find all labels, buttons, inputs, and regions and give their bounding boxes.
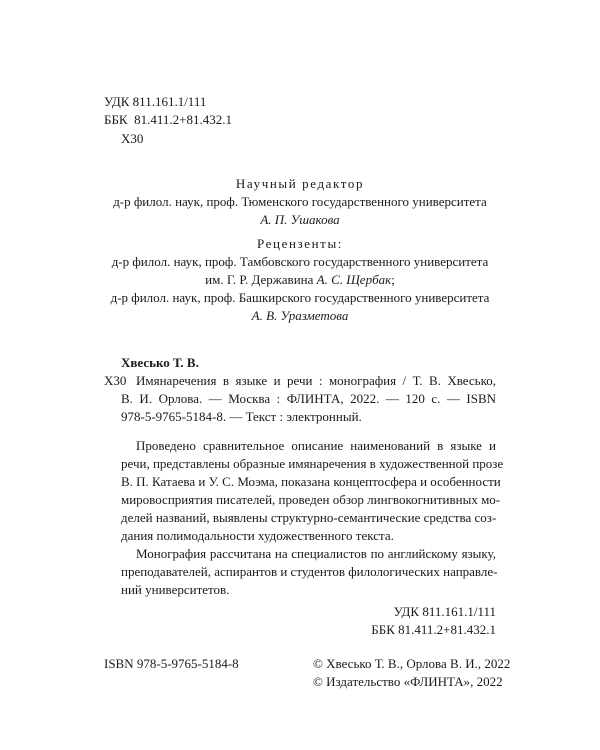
editor-name: А. П. Ушакова	[260, 212, 340, 227]
bbk-code-top: ББК 81.411.2+81.432.1	[104, 112, 232, 127]
abstract-line: мировосприятия писателей, проведен обзор лингвокогнитивных мо-	[121, 492, 501, 507]
reviewer1-name: А. С. Щербак	[316, 272, 392, 287]
udk-code-top: УДК 811.161.1/111	[104, 94, 207, 109]
abstract-line: Проведено сравнительное описание наименований в языке и	[136, 438, 496, 453]
reviewer1-affiliation: д-р филол. наук, проф. Тамбовского государственного университета	[111, 254, 489, 269]
abstract-line: делей названий, выявлены структурно-семантические средства соз-	[121, 510, 497, 525]
abstract-line: В. П. Катаева и У. С. Моэма, показана концептосфера и особенности	[121, 474, 501, 489]
reviewer2-name: А. В. Уразметова	[251, 308, 349, 323]
abstract-line: речи, представлены образные имянаречения в художественной прозе	[121, 456, 504, 471]
bbk-code-bottom: ББК 81.411.2+81.432.1	[371, 622, 496, 637]
reviewer2-affiliation: д-р филол. наук, проф. Башкирского государственного университета	[110, 290, 490, 305]
isbn: ISBN 978-5-9765-5184-8	[104, 656, 239, 671]
reviewers-heading: Рецензенты:	[256, 236, 343, 251]
author-sign-top: Х30	[121, 131, 144, 146]
audience-line: преподавателей, аспирантов и студентов филологических направле-	[121, 564, 498, 579]
reviewer1-suffix: ;	[391, 272, 395, 287]
catalog-entry-line: Имянаречения в языке и речи : монография / Т. В. Хвесько,	[136, 373, 496, 388]
catalog-entry-line: 978-5-9765-5184-8. — Текст : электронный.	[121, 409, 362, 424]
catalog-entry-line: В. И. Орлова. — Москва : ФЛИНТА, 2022. — 120 с. — ISBN	[121, 391, 496, 406]
catalog-author: Хвесько Т. В.	[121, 355, 199, 370]
copyright-publisher: © Издательство «ФЛИНТА», 2022	[313, 674, 503, 689]
udk-code-bottom: УДК 811.161.1/111	[393, 604, 496, 619]
copyright-authors: © Хвесько Т. В., Орлова В. И., 2022	[313, 656, 511, 671]
editor-affiliation: д-р филол. наук, проф. Тюменского государственного университета	[113, 194, 487, 209]
abstract-line: дания полимодальности художественного текста.	[121, 528, 394, 543]
audience-line: ний университетов.	[121, 582, 230, 597]
catalog-sign: Х30	[104, 373, 127, 388]
reviewer1-prefix: им. Г. Р. Державина	[205, 272, 317, 287]
audience-line: Монография рассчитана на специалистов по английскому языку,	[136, 546, 496, 561]
reviewer1-line2	[0, 272, 600, 288]
editor-heading: Научный редактор	[235, 176, 365, 191]
